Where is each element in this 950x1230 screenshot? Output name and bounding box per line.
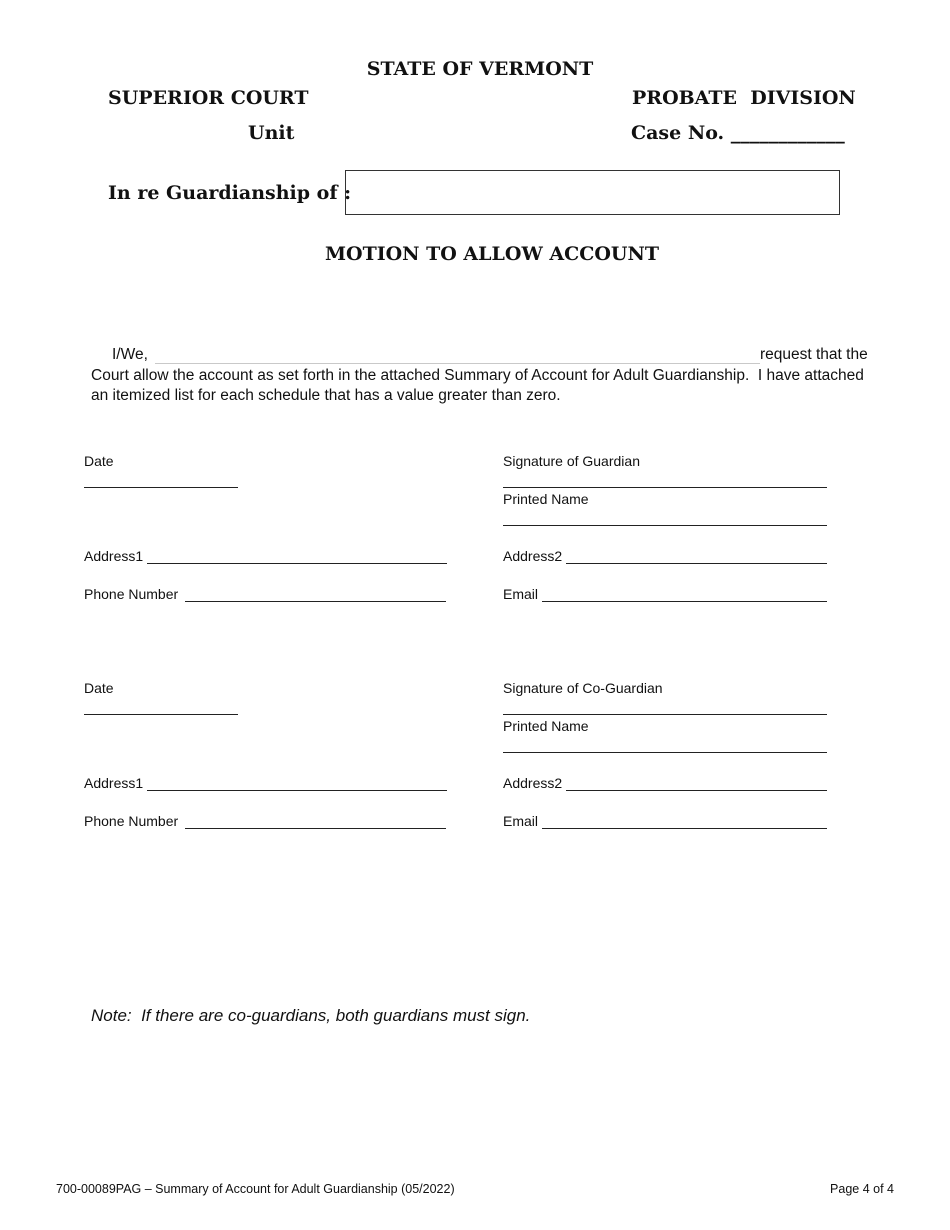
co-printed-name-field[interactable] <box>503 752 827 753</box>
signature-guardian-field[interactable] <box>503 487 827 488</box>
footer-form-id: 700-00089PAG – Summary of Account for Adult Guardianship (05/2022) <box>56 1182 455 1196</box>
state-heading: STATE OF VERMONT <box>366 58 594 80</box>
signature-coguardian-label: Signature of Co-Guardian <box>503 680 663 696</box>
iwe-name-field[interactable] <box>155 363 760 364</box>
court-heading: SUPERIOR COURT <box>108 87 309 109</box>
date-field[interactable] <box>84 487 238 488</box>
phone-field[interactable] <box>185 601 446 602</box>
phone-label: Phone Number <box>84 586 179 602</box>
division-heading: PROBATE DIVISION <box>632 87 856 109</box>
co-address1-label: Address1 <box>84 775 144 791</box>
address1-label: Address1 <box>84 548 144 564</box>
address1-field[interactable] <box>147 563 447 564</box>
address2-field[interactable] <box>566 563 827 564</box>
case-number-label: Case No. ____________ <box>631 122 845 144</box>
co-guardian-note: Note: If there are co-guardians, both guardians must sign. <box>91 1006 531 1025</box>
co-phone-field[interactable] <box>185 828 446 829</box>
iwe-label: I/We, <box>112 346 148 363</box>
footer-page-number: Page 4 of 4 <box>830 1182 894 1196</box>
date-label: Date <box>84 453 114 469</box>
signature-guardian-label: Signature of Guardian <box>503 453 640 469</box>
email-field[interactable] <box>542 601 827 602</box>
co-date-label: Date <box>84 680 114 696</box>
in-re-guardianship-label: In re Guardianship of : <box>108 182 352 204</box>
motion-text-line-3: an itemized list for each schedule that has a value greater than zero. <box>91 387 561 404</box>
co-address2-label: Address2 <box>503 775 563 791</box>
co-printed-name-label: Printed Name <box>503 718 589 734</box>
unit-label: Unit <box>248 122 295 144</box>
printed-name-label: Printed Name <box>503 491 589 507</box>
signature-coguardian-field[interactable] <box>503 714 827 715</box>
motion-text-line-2: Court allow the account as set forth in the attached Summary of Account for Adult Guardianship. I have attached <box>91 367 864 384</box>
co-email-label: Email <box>503 813 539 829</box>
co-address1-field[interactable] <box>147 790 447 791</box>
co-date-field[interactable] <box>84 714 238 715</box>
address2-label: Address2 <box>503 548 563 564</box>
co-address2-field[interactable] <box>566 790 827 791</box>
guardianship-name-field[interactable] <box>345 170 840 215</box>
co-phone-label: Phone Number <box>84 813 179 829</box>
printed-name-field[interactable] <box>503 525 827 526</box>
co-email-field[interactable] <box>542 828 827 829</box>
request-text: request that the <box>760 346 868 363</box>
email-label: Email <box>503 586 539 602</box>
form-title: MOTION TO ALLOW ACCOUNT <box>324 243 660 265</box>
